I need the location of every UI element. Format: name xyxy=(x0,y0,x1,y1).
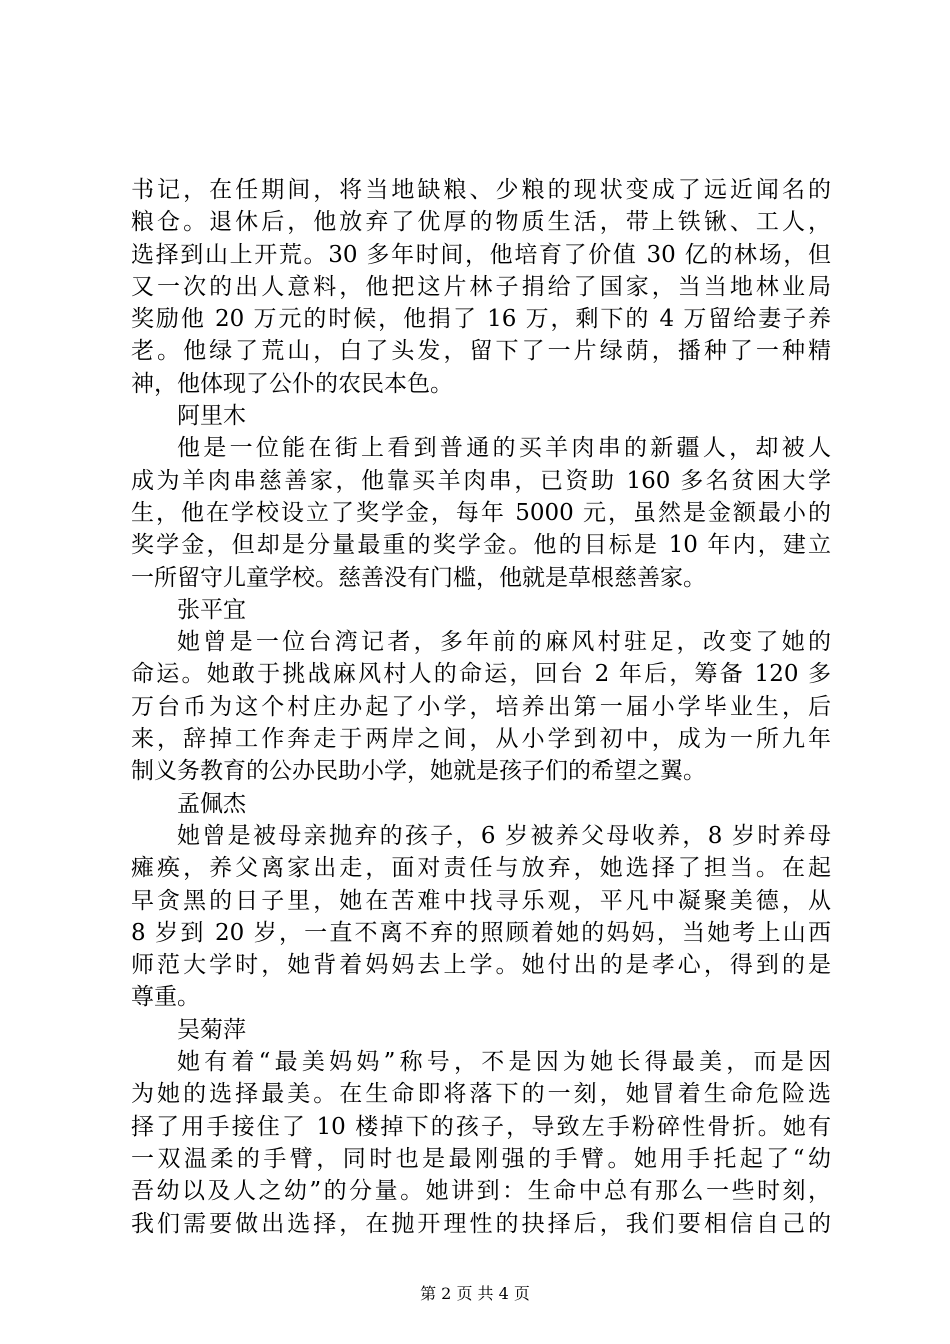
paragraph-line: 生，他在学校设立了奖学金，每年 5000 元，虽然是金额最小的 xyxy=(131,499,831,526)
person-paragraph xyxy=(131,626,831,787)
paragraph-continuation xyxy=(131,174,831,400)
paragraph-line: 瘫痪，养父离家出走，面对责任与放弃，她选择了担当。在起 xyxy=(131,855,831,882)
person-name: 张平宜 xyxy=(177,596,246,623)
paragraph-line: 成为羊肉串慈善家，他靠买羊肉串，已资助 160 多名贫困大学 xyxy=(131,467,831,494)
paragraph-line: 为她的选择最美。在生命即将落下的一刻，她冒着生命危险选 xyxy=(131,1081,831,1108)
page-footer xyxy=(0,1284,950,1304)
paragraph-line: 制义务教育的公办民助小学，她就是孩子们的希望之翼。 xyxy=(131,758,706,785)
person-paragraph xyxy=(131,1046,831,1240)
paragraph-line: 一所留守儿童学校。慈善没有门槛，他就是草根慈善家。 xyxy=(131,564,706,591)
paragraph-line: 奖学金，但却是分量最重的奖学金。他的目标是 10 年内，建立 xyxy=(131,532,831,559)
section-wu-juping xyxy=(131,1014,831,1240)
section-alimu xyxy=(131,400,831,594)
paragraph-line: 又一次的出人意料，他把这片林子捐给了国家，当当地林业局 xyxy=(131,273,831,300)
paragraph-line: 她有着“最美妈妈”称号，不是因为她长得最美，而是因 xyxy=(177,1049,831,1076)
paragraph-line: 选择到山上开荒。30 多年时间，他培育了价值 30 亿的林场，但 xyxy=(131,241,831,268)
paragraph-line: 他是一位能在街上看到普通的买羊肉串的新疆人，却被人 xyxy=(177,435,831,462)
paragraph-line: 我们需要做出选择，在抛开理性的抉择后，我们要相信自己的 xyxy=(131,1210,831,1237)
paragraph-line: 神，他体现了公仆的农民本色。 xyxy=(131,370,453,397)
page-number-label: 第 2 页 共 4 页 xyxy=(420,1284,530,1303)
paragraph-line: 尊重。 xyxy=(131,984,200,1011)
document-body xyxy=(131,174,831,1240)
person-name: 阿里木 xyxy=(177,403,246,430)
paragraph-line: 万台币为这个村庄办起了小学，培养出第一届小学毕业生，后 xyxy=(131,693,831,720)
person-name: 孟佩杰 xyxy=(177,790,246,817)
paragraph-line: 吾幼以及人之幼”的分量。她讲到：生命中总有那么一些时刻， xyxy=(131,1178,831,1205)
paragraph-line: 书记，在任期间，将当地缺粮、少粮的现状变成了远近闻名的 xyxy=(131,177,831,203)
paragraph-line: 来，辞掉工作奔走于两岸之间，从小学到初中，成为一所九年 xyxy=(131,726,831,753)
paragraph-line: 粮仓。退休后，他放弃了优厚的物质生活，带上铁锹、工人， xyxy=(131,209,831,236)
person-paragraph xyxy=(131,432,831,593)
paragraph-line: 早贪黑的日子里，她在苦难中找寻乐观，平凡中凝聚美德，从 xyxy=(131,887,831,914)
paragraph-line: 择了用手接住了 10 楼掉下的孩子，导致左手粉碎性骨折。她有 xyxy=(131,1113,831,1140)
section-zhang-pingyi xyxy=(131,594,831,788)
person-name: 吴菊萍 xyxy=(177,1016,246,1043)
paragraph-line: 奖励他 20 万元的时候，他捐了 16 万，剩下的 4 万留给妻子养 xyxy=(131,306,831,333)
paragraph-line: 8 岁到 20 岁，一直不离不弃的照顾着她的妈妈，当她考上山西 xyxy=(131,919,831,946)
section-meng-peijie xyxy=(131,788,831,1014)
paragraph-line: 她曾是一位台湾记者，多年前的麻风村驻足，改变了她的 xyxy=(177,629,831,656)
paragraph-line: 命运。她敢于挑战麻风村人的命运，回台 2 年后，筹备 120 多 xyxy=(131,661,831,688)
paragraph-line: 老。他绿了荒山，白了头发，留下了一片绿荫，播种了一种精 xyxy=(131,338,831,365)
paragraph-line: 师范大学时，她背着妈妈去上学。她付出的是孝心，得到的是 xyxy=(131,952,831,979)
paragraph-line: 一双温柔的手臂，同时也是最刚强的手臂。她用手托起了“幼 xyxy=(131,1145,831,1172)
person-paragraph xyxy=(131,820,831,1014)
paragraph-line: 她曾是被母亲抛弃的孩子，6 岁被养父母收养，8 岁时养母 xyxy=(177,822,831,849)
